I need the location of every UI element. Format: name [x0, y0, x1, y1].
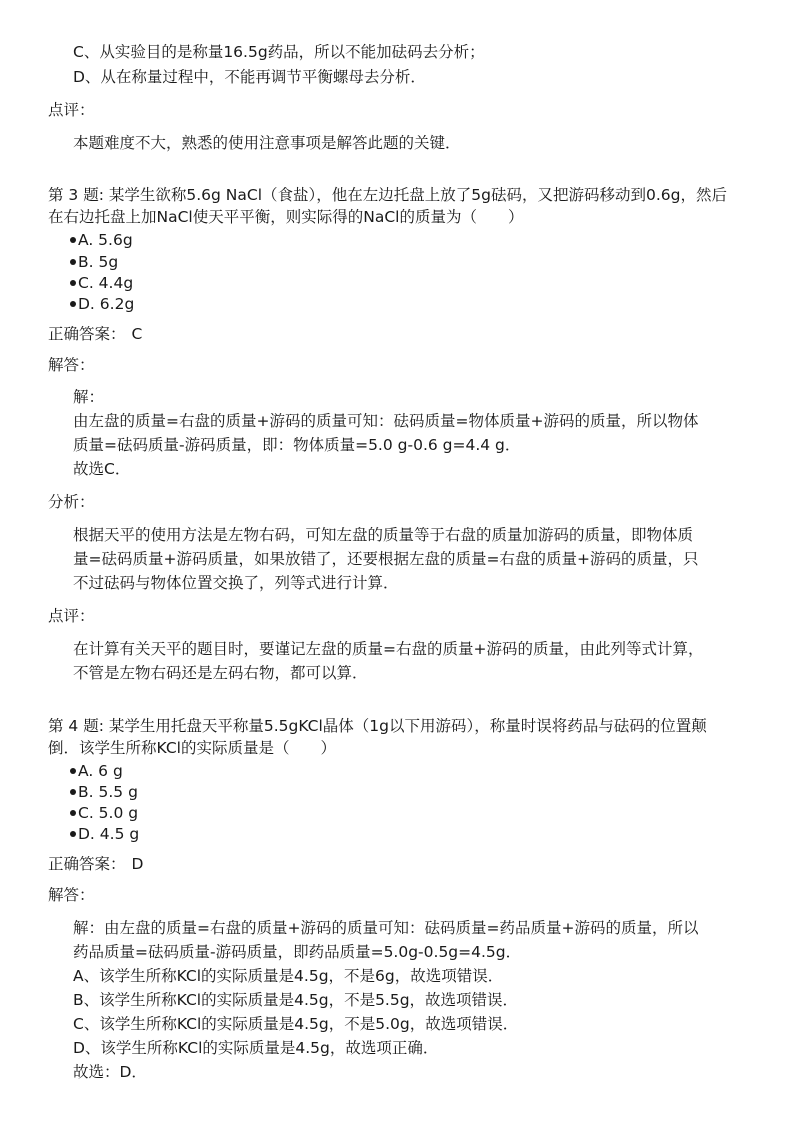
q3-solution-line: 质量=砝码质量-游码质量，即：物体质量=5.0 g-0.6 g=4.4 g．: [73, 436, 521, 454]
q3-option: B. 5g: [78, 250, 118, 274]
q4-option: A. 6 g: [78, 759, 123, 783]
q4-solution-line: D、该学生所称KCl的实际质量是4.5g，故选项正确．: [73, 1039, 439, 1057]
q3-stem-line: 在右边托盘上加NaCl使天平平衡，则实际得的NaCl的质量为（ ）: [48, 208, 524, 226]
q3-comment-line: 在计算有关天平的题目时，要谨记左盘的质量=右盘的质量+游码的质量，由此列等式计算，: [73, 640, 704, 658]
q4-stem-line: 倒．该学生所称KCl的实际质量是（ ）: [48, 739, 336, 757]
q3-comment-label: 点评：: [48, 607, 95, 625]
q4-solution-line: B、该学生所称KCl的实际质量是4.5g，不是5.5g，故选项错误．: [73, 991, 519, 1009]
q4-solution-line: 解：由左盘的质量=右盘的质量+游码的质量可知：砝码质量=药品质量+游码的质量，所以: [73, 919, 699, 937]
q3-solution-line: 故选C．: [73, 460, 131, 478]
q3-answer-value: C: [131, 325, 143, 343]
q4-stem-line: 第 4 题: 某学生用托盘天平称量5.5gKCl晶体（1g以下用游码），称量时误将药品与砝码的位置颠: [48, 717, 707, 735]
q3-analysis-label: 分析：: [48, 493, 95, 511]
prev-comment-text: 本题难度不大，熟悉的使用注意事项是解答此题的关键．: [73, 134, 461, 152]
q3-solution-label: 解答：: [48, 356, 95, 374]
prev-comment-label: 点评：: [48, 101, 95, 119]
q4-solution-line: C、该学生所称KCl的实际质量是4.5g，不是5.0g，故选项错误．: [73, 1015, 519, 1033]
q4-option: C. 5.0 g: [78, 801, 138, 825]
q3-solution-line: 由左盘的质量=右盘的质量+游码的质量可知：砝码质量=物体质量+游码的质量，所以物体: [73, 412, 699, 430]
prev-analysis-line: C、从实验目的是称量16.5g药品，所以不能加砝码去分析；: [73, 43, 485, 61]
q3-answer: [48, 322, 142, 346]
q3-solution-line: 解：: [73, 388, 105, 406]
q3-option: C. 4.4g: [78, 271, 133, 295]
q4-solution-line: 故选：D．: [73, 1063, 147, 1081]
q3-option: D. 6.2g: [78, 292, 134, 316]
q3-analysis-line: 根据天平的使用方法是左物右码，可知左盘的质量等于右盘的质量加游码的质量，即物体质: [73, 526, 694, 544]
q3-comment-line: 不管是左物右码还是左码右物，都可以算．: [73, 664, 368, 682]
q4-solution-line: 药品质量=砝码质量-游码质量，即药品质量=5.0g-0.5g=4.5g．: [73, 943, 522, 961]
prev-analysis-line: D、从在称量过程中，不能再调节平衡螺母去分析．: [73, 68, 426, 86]
q4-option: D. 4.5 g: [78, 822, 139, 846]
q3-analysis-line: 不过砝码与物体位置交换了，列等式进行计算．: [73, 574, 399, 592]
q4-option: B. 5.5 g: [78, 780, 138, 804]
q3-answer-label: 正确答案：: [48, 325, 126, 343]
q4-solution-label: 解答：: [48, 886, 95, 904]
q4-answer: [48, 852, 143, 876]
q4-solution-line: A、该学生所称KCl的实际质量是4.5g，不是6g，故选项错误．: [73, 967, 504, 985]
q4-answer-value: D: [131, 855, 144, 873]
q4-answer-label: 正确答案：: [48, 855, 126, 873]
q3-option: A. 5.6g: [78, 228, 133, 252]
q3-analysis-line: 量=砝码质量+游码质量，如果放错了，还要根据左盘的质量=右盘的质量+游码的质量，只: [73, 550, 699, 568]
q3-stem-line: 第 3 题: 某学生欲称5.6g NaCl（食盐），他在左边托盘上放了5g砝码，又把游码移动到0.6g，然后: [48, 186, 727, 204]
